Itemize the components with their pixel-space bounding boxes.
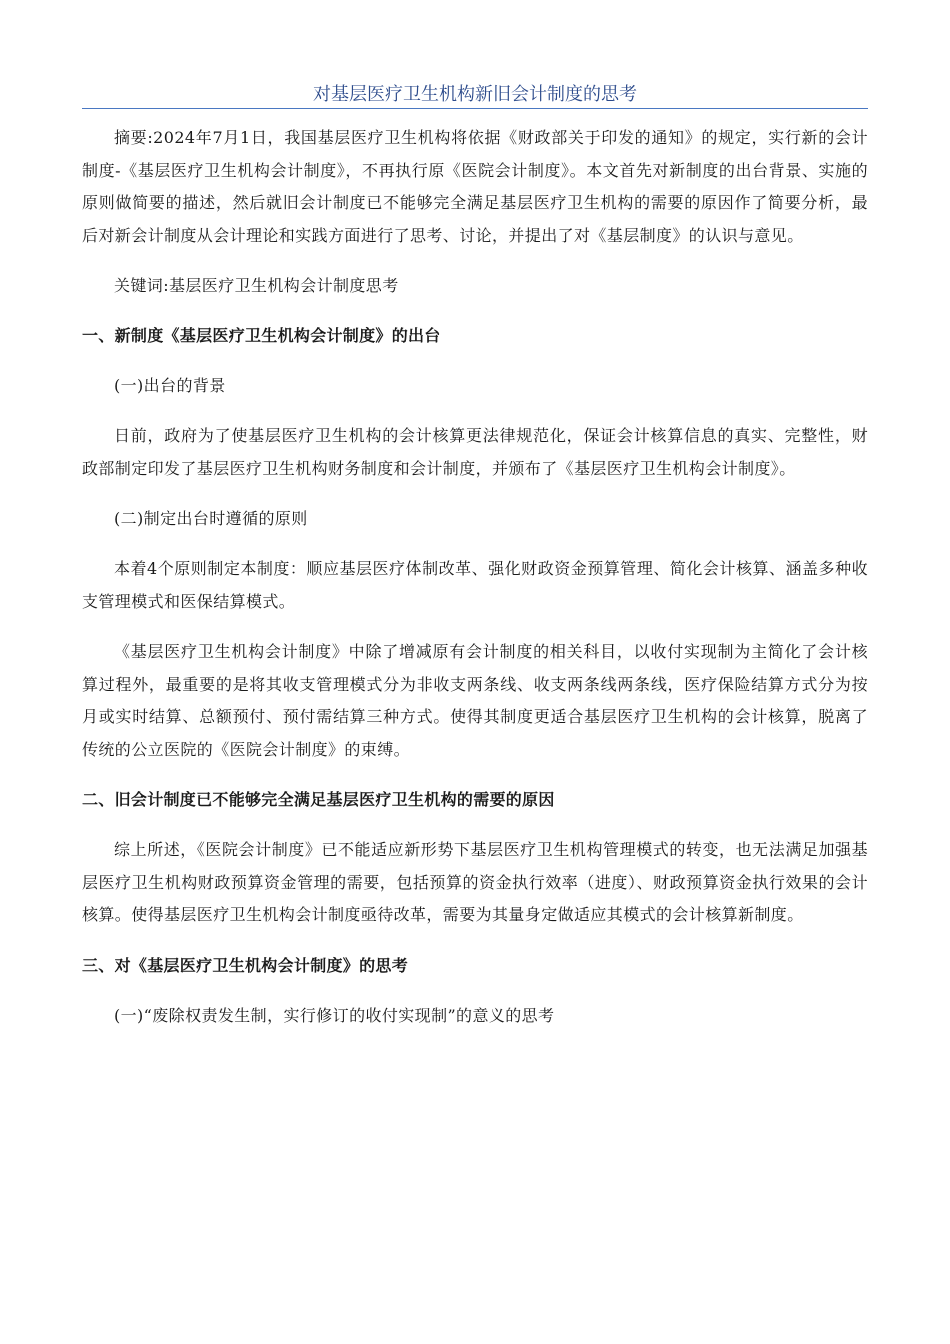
document-body (82, 122, 868, 1050)
section-3-subheading-1: (一)“废除权责发生制，实行修订的收付实现制”的意义的思考 (114, 1005, 555, 1025)
keywords-line: 关键词:基层医疗卫生机构会计制度思考 (114, 276, 399, 295)
section-1-subheading-1: (一)出台的背景 (114, 376, 226, 395)
section-2-heading: 二、旧会计制度已不能够完全满足基层医疗卫生机构的需要的原因 (82, 790, 555, 809)
abstract-paragraph: 摘要:2024年7月1日，我国基层医疗卫生机构将依据《财政部关于印发的通知》的规定，实行新的会计制度-《基层医疗卫生机构会计制度》，不再执行原《医院会计制度》。本文首先对新制度的出台背景、实施的原则做简要的描述，然后就旧会计制度已不能够完全满足基层医疗卫生机构的需要的原因作了简要分析，最后对新会计制度从会计理论和实践方面进行了思考、讨论，并提出了对《基层制度》的认识与意见。 (82, 128, 868, 245)
document-title: 对基层医疗卫生机构新旧会计制度的思考 (313, 84, 637, 105)
section-3-heading: 三、对《基层医疗卫生机构会计制度》的思考 (82, 955, 409, 975)
section-1-paragraph-3: 《基层医疗卫生机构会计制度》中除了增减原有会计制度的相关科目，以收付实现制为主简化了会计核算过程外，最重要的是将其收支管理模式分为非收支两条线、收支两条线两条线，医疗保险结算方式分为按月或实时结算、总额预付、预付需结算三种方式。使得其制度更适合基层医疗卫生机构的会计核算，脱离了传统的公立医院的《医院会计制度》的束缚。 (82, 642, 868, 759)
section-1-heading: 一、新制度《基层医疗卫生机构会计制度》的出台 (82, 326, 441, 345)
title-divider (82, 108, 868, 109)
section-1-subheading-2: (二)制定出台时遵循的原则 (114, 509, 308, 528)
section-1-paragraph-2: 本着4个原则制定本制度：顺应基层医疗体制改革、强化财政资金预算管理、简化会计核算、涵盖多种收支管理模式和医保结算模式。 (82, 559, 868, 611)
section-1-paragraph-1: 日前，政府为了使基层医疗卫生机构的会计核算更法律规范化，保证会计核算信息的真实、完整性，财政部制定印发了基层医疗卫生机构财务制度和会计制度，并颁布了《基层医疗卫生机构会计制度》。 (82, 426, 868, 478)
section-2-paragraph-1: 综上所述，《医院会计制度》已不能适应新形势下基层医疗卫生机构管理模式的转变，也无法满足加强基层医疗卫生机构财政预算资金管理的需要，包括预算的资金执行效率（进度）、财政预算资金执行效果的会计核算。使得基层医疗卫生机构会计制度亟待改革，需要为其量身定做适应其模式的会计核算新制度。 (82, 840, 868, 924)
